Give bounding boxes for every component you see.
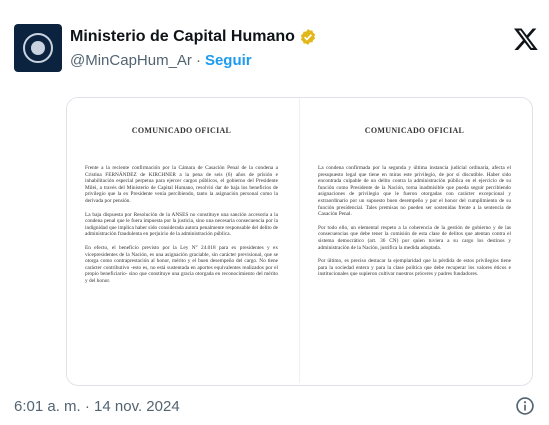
info-icon[interactable]: [515, 396, 535, 416]
document-page-right: [299, 98, 529, 383]
page-title: COMUNICADO OFICIAL: [364, 126, 465, 135]
account-name-row: [70, 28, 317, 46]
document-image[interactable]: [66, 97, 533, 386]
x-logo-icon[interactable]: [513, 26, 539, 52]
paragraph: Por todo ello, un elemental respeto a la coherencia de la gestión de gobierno y de las consecuencias que debe tener la comisión de esta clase de delitos que atentan contra el sistema democrático (art. 36 CN) por quien tuviera a su cargo los destinos y administración de la Nación, justifica la medida adoptada.: [318, 224, 511, 251]
paragraph: La baja dispuesta por Resolución de la ANSES no constituye una sanción accesoria a la condena penal que le fuera impuesta por la justicia, sino una necesaria consecuencia por la indignidad que implica haber sido considerada autora penalmente responsable del delito de administración fraudulenta en perjuicio de la administración pública.: [85, 211, 278, 238]
page-title: COMUNICADO OFICIAL: [131, 126, 232, 135]
post-timestamp[interactable]: 6:01 a. m. · 14 nov. 2024: [14, 398, 180, 415]
paragraph: Frente a la reciente confirmación por la Cámara de Casación Penal de la condena a Cristina FERNÁNDEZ de KIRCHNER a la pena de seis (6) años de prisión e inhabilitación especial perpetua para ejercer cargos públicos, el gobierno del Presidente Milei, a través del Ministerio de Capital Humano, resolvió dar de baja los beneficios de privilegio que la ex Presidente venía percibiendo, tanto la asignación personal como la derivada por pensión.: [85, 165, 278, 204]
account-name[interactable]: Ministerio de Capital Humano: [70, 28, 295, 45]
seal-icon: [23, 33, 53, 63]
follow-button[interactable]: Seguir: [204, 52, 252, 69]
document-page-left: [67, 98, 296, 383]
paragraph: En efecto, el beneficio previsto por la Ley N° 24.018 para ex presidentes y ex vicepresidentes de la Nación, es una asignación graciable, sin carácter previsional, que se otorga como contraprestación al honor, mérito y el buen desempeño del cargo. No tiene carácter contributivo -esto es, no está sustentada en aportes equivalentes realizados por el propio beneficiario- sino que constituye una gracia otorgada en reconocimiento del mérito y del honor.: [85, 244, 278, 284]
verified-badge-icon: [299, 28, 317, 46]
separator-dot: ·: [195, 52, 201, 69]
post-header: [14, 20, 539, 80]
account-handle[interactable]: @MinCapHum_Ar: [70, 52, 192, 69]
handle-row: [70, 52, 252, 69]
paragraph: Por último, es preciso destacar la ejemplaridad que la pérdida de estos privilegios tiene para la sociedad entera y para la clase política que debe recuperar los valores éticos e institucionales que supieron cultivar nuestros próceres y padres fundadores.: [318, 258, 511, 278]
avatar[interactable]: [14, 24, 62, 72]
paragraph: La condena confirmada por la segunda y última instancia judicial ordinaria, afecta el presupuesto legal que tiene en miras este privilegio, de por sí discutible. Haber sido encontrada culpable de un delito contra la administración pública en el ejercicio de su función como Presidente de la Nación, torna inadmisible que pueda seguir percibiendo asignaciones de privilegio que le fueron otorgadas con carácter excepcional y extraordinario por un supuesto buen desempeño y por el honor del cumplimiento de su función presidencial. Tales premisas no pueden ser sostenidas frente a la sentencia de Casación Penal.: [318, 165, 511, 218]
